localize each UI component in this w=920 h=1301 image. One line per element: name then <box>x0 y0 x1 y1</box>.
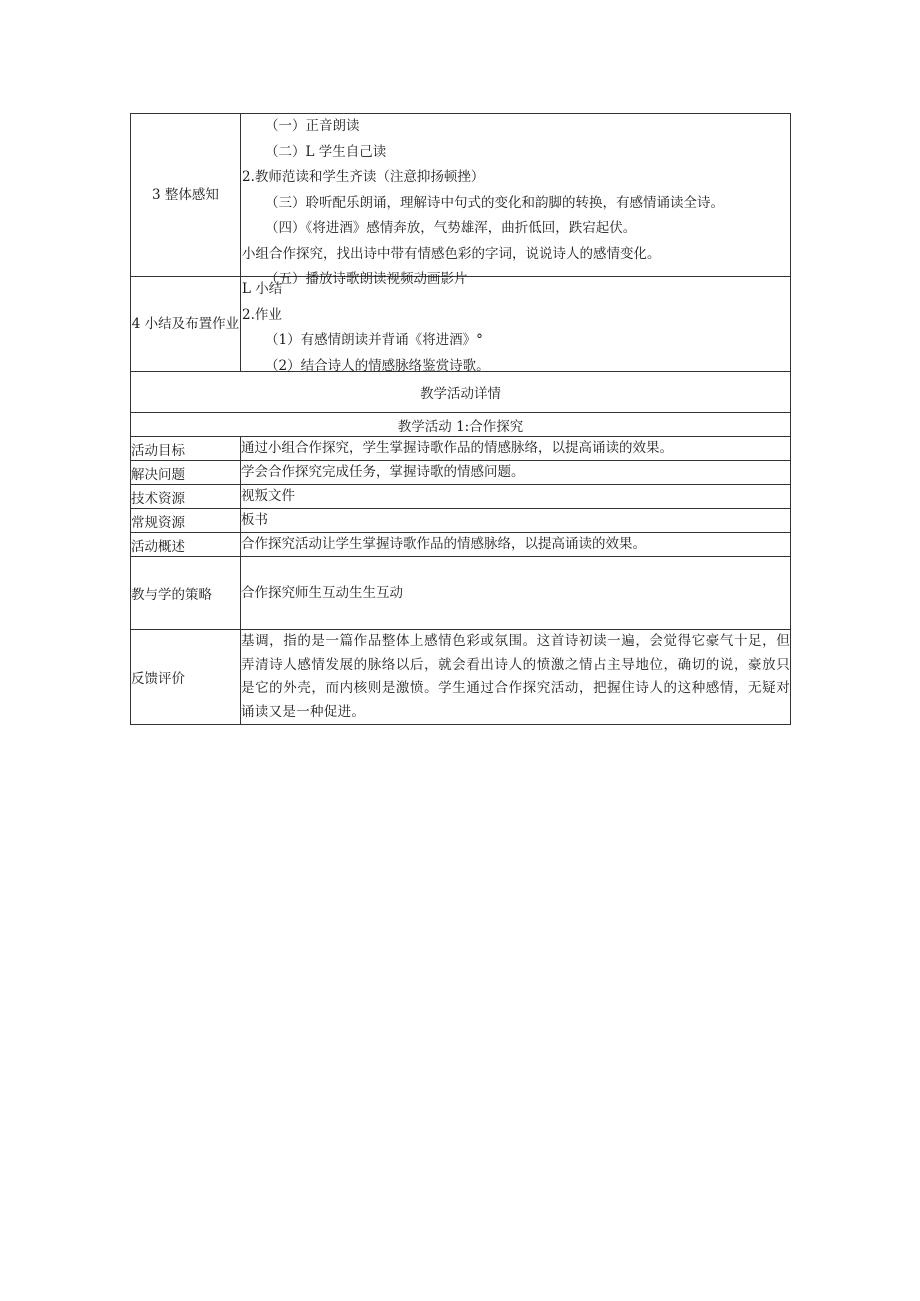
feedback-label: 反馈评价 <box>131 630 241 725</box>
strategy-value: 合作探究师生互动生生互动 <box>241 557 791 630</box>
conventional-row <box>131 509 791 533</box>
problem-value: 学会合作探究完成任务，掌握诗歌的情感问题。 <box>241 461 791 485</box>
activity-title-row <box>131 413 791 437</box>
section-3-line: （一）正音朗读 <box>265 118 360 134</box>
goal-label: 活动目标 <box>131 437 241 461</box>
lesson-plan-table <box>130 113 791 725</box>
overview-label: 活动概述 <box>131 533 241 557</box>
strategy-row <box>131 557 791 630</box>
problem-label: 解决问题 <box>131 461 241 485</box>
section-3-line: 2.教师范读和学生齐读（注意抑扬顿挫） <box>242 169 485 185</box>
section-4-row <box>131 277 791 372</box>
strategy-label: 教与学的策略 <box>131 557 241 630</box>
section-3-line: （四）《将进酒》感情奔放，气势雄浑，曲折低回，跌宕起伏。 <box>265 220 637 236</box>
overview-value: 合作探究活动让学生掌握诗歌作品的情感脉络，以提高诵读的效果。 <box>241 533 791 557</box>
details-header: 教学活动详情 <box>131 372 791 413</box>
section-3-line: （五）播放诗歌朗读视频动画影片 <box>265 271 468 287</box>
section-3-label: 3 整体感知 <box>131 114 241 277</box>
activity-title: 教学活动 1:合作探究 <box>131 413 791 437</box>
tech-row <box>131 485 791 509</box>
feedback-row <box>131 630 791 725</box>
overview-row <box>131 533 791 557</box>
conventional-label: 常规资源 <box>131 509 241 533</box>
tech-value: 视叛文件 <box>241 485 791 509</box>
section-4-content <box>241 277 791 372</box>
section-3-row <box>131 114 791 277</box>
section-4-label: 4 小结及布置作业 <box>131 277 241 372</box>
section-3-content <box>241 114 791 287</box>
tech-label: 技术资源 <box>131 485 241 509</box>
section-3-line: （二）L 学生自己读 <box>265 143 387 160</box>
goal-row <box>131 437 791 461</box>
problem-row <box>131 461 791 485</box>
feedback-value: 基调，指的是一篇作品整体上感情色彩或氛围。这首诗初读一遍，会觉得它豪气十足，但弄清诗人感情发展的脉络以后，就会看出诗人的愤激之情占主导地位，确切的说，豪放只是它的外壳，而内核则是激愤。学生通过合作探究活动，把握住诗人的这种感情，无疑对诵读又是一种促进。 <box>241 630 791 725</box>
section-4-line: （2）结合诗人的情感脉络鉴赏诗歌。 <box>265 357 490 374</box>
section-4-line: 2.作业 <box>242 306 282 323</box>
section-4-line: L 小结 <box>242 281 283 297</box>
section-3-line: 小组合作探究，找出诗中带有情感色彩的字词，说说诗人的感情变化。 <box>242 245 661 262</box>
section-3-line: （三）聆听配乐朗诵，理解诗中句式的变化和韵脚的转换，有感情诵读全诗。 <box>265 194 724 211</box>
conventional-value: 板书 <box>241 509 791 533</box>
section-4-line: （1）有感情朗读并背诵《将进酒》° <box>265 332 483 348</box>
goal-value: 通过小组合作探究，学生掌握诗歌作品的情感脉络，以提高诵读的效果。 <box>241 437 791 461</box>
